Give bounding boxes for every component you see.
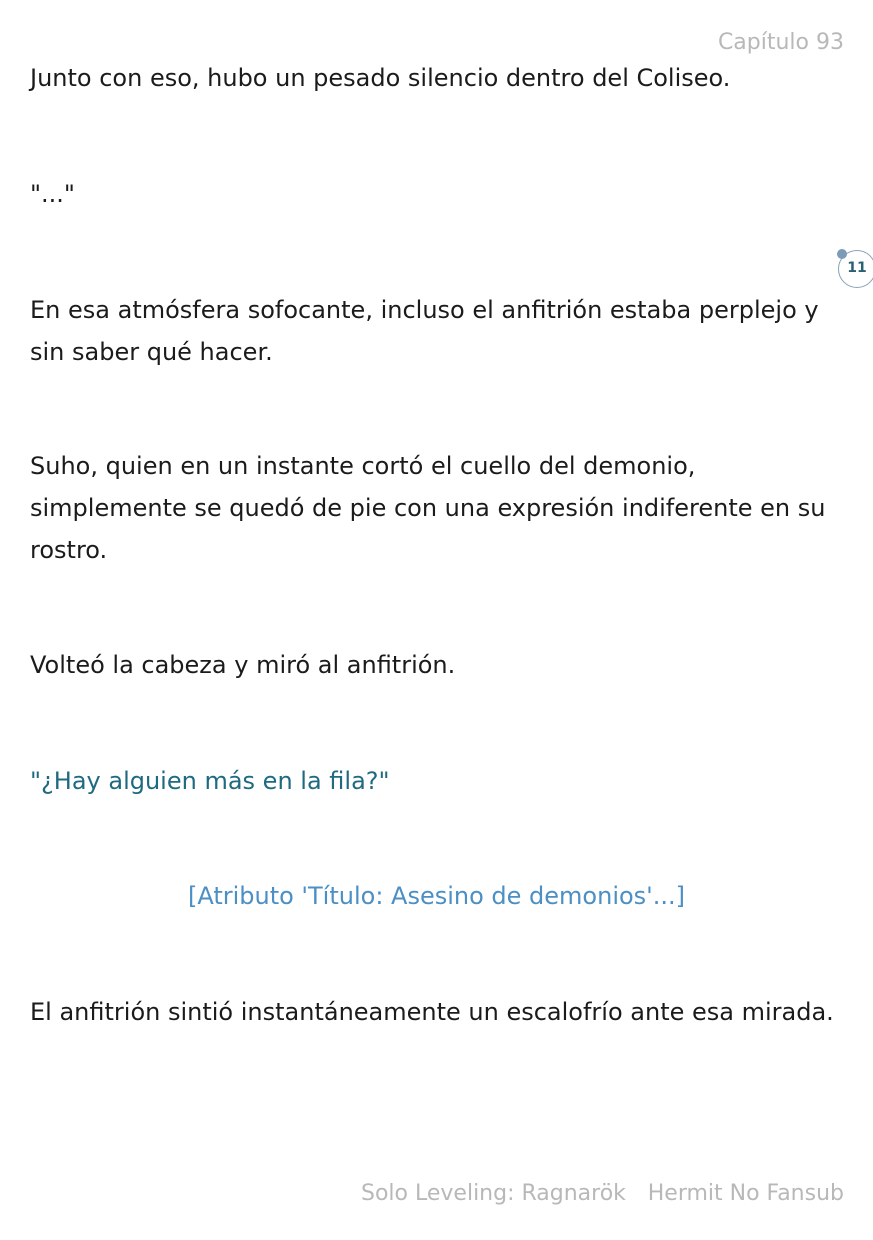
dialogue-line: "¿Hay alguien más en la fila?" [30, 767, 390, 795]
badge-dot-icon [837, 249, 847, 259]
paragraph: Suho, quien en un instante cortó el cuello del demonio, simplemente se quedó de pie con una expresión indiferente en su rostro. [30, 452, 826, 564]
paragraph: Junto con eso, hubo un pesado silencio dentro del Coliseo. [30, 64, 731, 92]
paragraph: En esa atmósfera sofocante, incluso el anfitrión estaba perplejo y sin saber qué hacer. [30, 296, 819, 366]
page-number: 11 [847, 260, 867, 276]
paragraph: El anfitrión sintió instantáneamente un escalofrío ante esa mirada. [30, 998, 834, 1026]
ellipsis-line: "..." [30, 180, 75, 208]
page-number-badge[interactable] [838, 250, 873, 288]
system-message: [Atributo 'Título: Asesino de demonios'...] [187, 882, 686, 910]
footer-translator: Hermit No Fansub [647, 1181, 844, 1206]
chapter-label: Capítulo 93 [717, 30, 844, 55]
paragraph: Volteó la cabeza y miró al anfitrión. [30, 651, 456, 679]
footer-book-title: Solo Leveling: Ragnarök [361, 1181, 626, 1206]
